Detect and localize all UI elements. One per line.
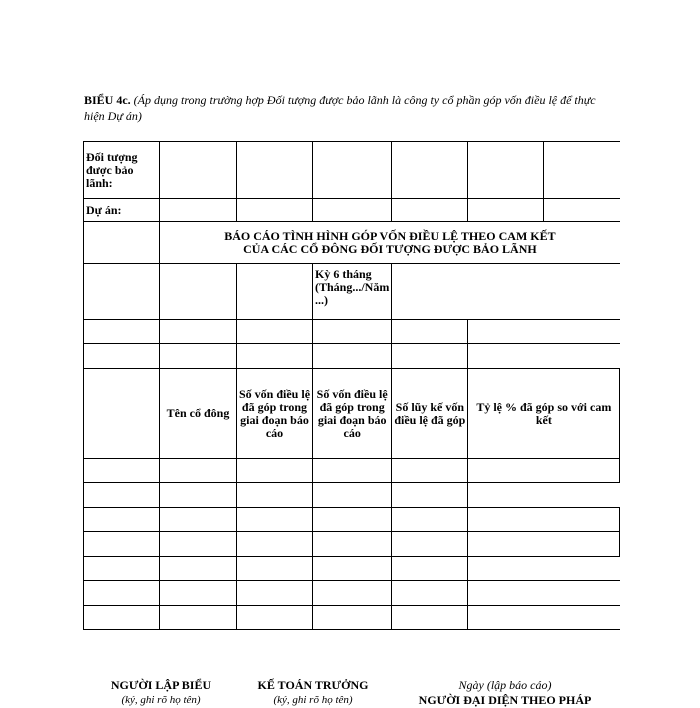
project-row bbox=[84, 199, 620, 222]
col-contributed: Số vốn điều lệ đã góp trong giai đoạn báo cáo bbox=[237, 369, 313, 459]
preparer-subtitle: (ký, ghi rõ họ tên) bbox=[121, 694, 201, 706]
blank-cell bbox=[392, 264, 620, 320]
spacer-row bbox=[84, 320, 620, 344]
form-note: (Áp dụng trong trường hợp Đối tượng được bảo lãnh là công ty cổ phần góp vốn điều lệ để thực hiện Dự án) bbox=[84, 93, 596, 123]
table-row bbox=[84, 483, 620, 508]
project-cell[interactable] bbox=[392, 199, 468, 222]
blank-cell bbox=[160, 264, 237, 320]
table-row bbox=[84, 557, 620, 581]
subject-cell[interactable] bbox=[468, 142, 544, 199]
report-title bbox=[160, 222, 620, 264]
chief-accountant-title: KẾ TOÁN TRƯỞNG bbox=[257, 678, 369, 692]
subject-cell[interactable] bbox=[313, 142, 392, 199]
subject-label: Đối tượng được bảo lãnh: bbox=[84, 142, 160, 199]
preparer-title: NGƯỜI LẬP BIỂU bbox=[110, 678, 212, 692]
subject-cell[interactable] bbox=[544, 142, 620, 199]
project-cell[interactable] bbox=[237, 199, 313, 222]
report-title-line-1: BÁO CÁO TÌNH HÌNH GÓP VỐN ĐIỀU LỆ THEO CAM KẾT bbox=[224, 228, 556, 243]
report-date: Ngày (lập báo cáo) bbox=[458, 678, 552, 692]
report-title-line-2: CỦA CÁC CỔ ĐÔNG ĐỐI TƯỢNG ĐƯỢC BẢO LÃNH bbox=[243, 241, 537, 256]
subject-cell[interactable] bbox=[160, 142, 237, 199]
blank-cell bbox=[84, 222, 160, 264]
form-code: BIỂU 4c. bbox=[84, 93, 131, 107]
preparer-signature bbox=[96, 678, 226, 708]
spacer-row bbox=[84, 344, 620, 369]
blank-cell bbox=[84, 369, 160, 459]
table-row bbox=[84, 532, 620, 557]
report-title-row bbox=[84, 222, 620, 264]
project-cell[interactable] bbox=[468, 199, 544, 222]
col-cumulative: Số lũy kế vốn điều lệ đã góp bbox=[392, 369, 468, 459]
report-table bbox=[83, 141, 620, 630]
project-cell[interactable] bbox=[313, 199, 392, 222]
table-row bbox=[84, 508, 620, 532]
period-label: Kỳ 6 tháng (Tháng.../Năm ...) bbox=[313, 264, 392, 320]
blank-cell bbox=[237, 264, 313, 320]
col-shareholder-name: Tên cổ đông bbox=[160, 369, 237, 459]
col-committed: Số vốn điều lệ đã góp trong giai đoạn báo cáo bbox=[313, 369, 392, 459]
project-label: Dự án: bbox=[84, 199, 160, 222]
chief-accountant-subtitle: (ký, ghi rõ họ tên) bbox=[273, 694, 353, 706]
table-row bbox=[84, 459, 620, 483]
subject-cell[interactable] bbox=[237, 142, 313, 199]
form-header bbox=[84, 92, 614, 124]
subject-cell[interactable] bbox=[392, 142, 468, 199]
blank-cell bbox=[84, 264, 160, 320]
chief-accountant-signature bbox=[240, 678, 386, 708]
legal-rep-signature bbox=[392, 678, 618, 708]
table-row bbox=[84, 606, 620, 630]
col-ratio: Tỷ lệ % đã góp so với cam kết bbox=[468, 369, 620, 459]
subject-row bbox=[84, 142, 620, 199]
project-cell[interactable] bbox=[160, 199, 237, 222]
table-row bbox=[84, 581, 620, 606]
project-cell[interactable] bbox=[544, 199, 620, 222]
legal-rep-title: NGƯỜI ĐẠI DIỆN THEO PHÁP bbox=[418, 693, 592, 707]
period-row bbox=[84, 264, 620, 320]
column-header-row bbox=[84, 369, 620, 459]
